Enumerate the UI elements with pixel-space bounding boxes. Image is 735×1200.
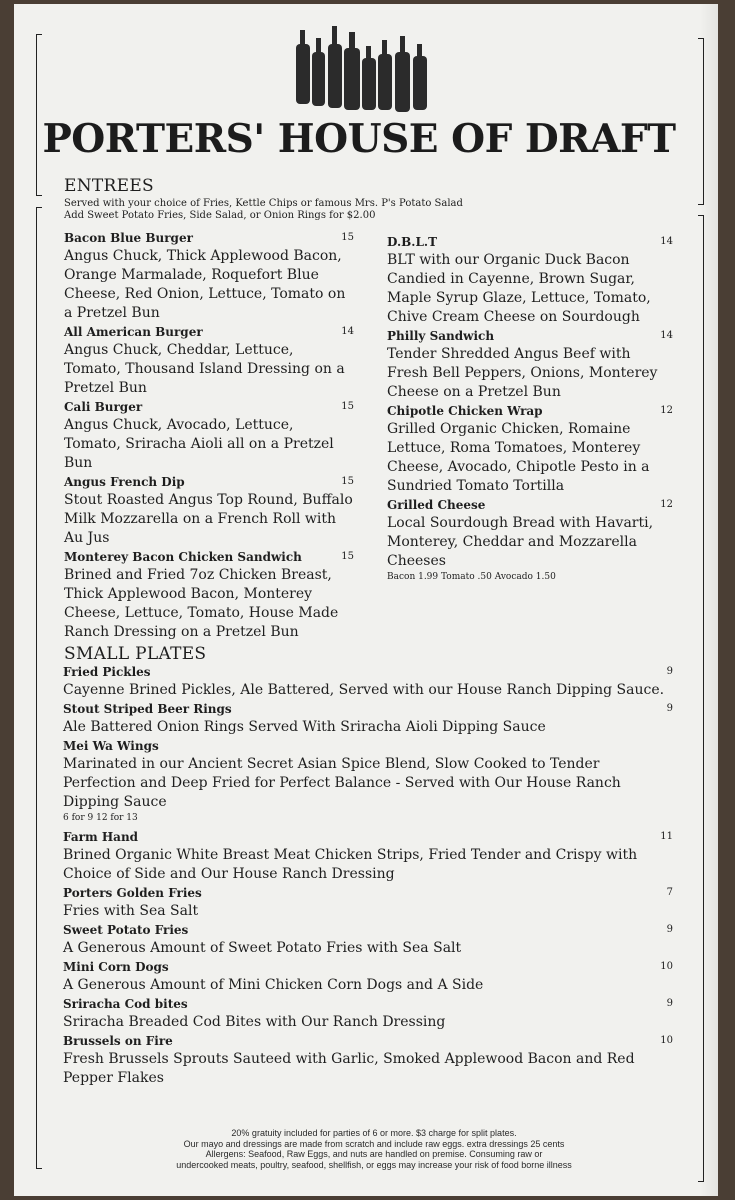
item-price: 12	[660, 405, 673, 416]
menu-item	[63, 884, 673, 921]
menu-item	[63, 921, 673, 958]
item-price: 9	[666, 998, 673, 1009]
menu-item	[387, 402, 673, 496]
item-name: Grilled Cheese	[387, 498, 486, 512]
left-bracket-top	[36, 34, 42, 196]
footer-line: Our mayo and dressings are made from scratch and include raw eggs. extra dressings 25 cents	[183, 1138, 565, 1149]
item-description: Brined Organic White Breast Meat Chicken Strips, Fried Tender and Crispy with Choice of Side and Our House Ranch Dressing	[63, 847, 638, 882]
menu-item	[64, 398, 354, 473]
entrees-intro-line: Served with your choice of Fries, Kettle Chips or famous Mrs. P's Potato Salad	[64, 198, 463, 209]
item-description: Angus Chuck, Thick Applewood Bacon, Orange Marmalade, Roquefort Blue Cheese, Red Onion, Lettuce, Tomato on a Pretzel Bun	[64, 248, 346, 321]
item-price: 10	[660, 1035, 673, 1046]
left-bracket-main	[36, 207, 42, 1169]
restaurant-title: PORTERS' HOUSE OF DRAFT	[42, 116, 676, 162]
menu-item	[63, 995, 673, 1032]
footer-line: 20% gratuity included for parties of 6 or more. $3 charge for split plates.	[231, 1128, 517, 1138]
item-price: 15	[341, 551, 354, 562]
item-name: Chipotle Chicken Wrap	[387, 404, 543, 418]
footer-line: undercooked meats, poultry, seafood, shellfish, or eggs may increase your risk of food borne illness	[176, 1159, 572, 1170]
item-description: Marinated in our Ancient Secret Asian Spice Blend, Slow Cooked to Tender Perfection and Deep Fried for Perfect Balance - Served with Our House Ranch Dipping Sauce	[63, 756, 621, 810]
item-name: Bacon Blue Burger	[64, 231, 193, 245]
item-name: All American Burger	[64, 325, 203, 339]
item-price: 9	[666, 924, 673, 935]
item-description: Stout Roasted Angus Top Round, Buffalo Milk Mozzarella on a French Roll with Au Jus	[64, 492, 353, 546]
item-price: 11	[660, 831, 673, 842]
item-note: 6 for 9 12 for 13	[63, 813, 138, 823]
item-price: 14	[660, 330, 673, 341]
menu-item	[63, 828, 673, 884]
item-name: Mini Corn Dogs	[63, 960, 169, 974]
item-price: 14	[660, 236, 673, 247]
menu-page	[14, 4, 718, 1196]
item-description: Angus Chuck, Cheddar, Lettuce, Tomato, Thousand Island Dressing on a Pretzel Bun	[64, 342, 345, 396]
item-name: Monterey Bacon Chicken Sandwich	[64, 550, 302, 564]
menu-item	[387, 496, 673, 583]
menu-item	[64, 548, 354, 642]
item-description: A Generous Amount of Mini Chicken Corn Dogs and A Side	[63, 977, 484, 993]
entrees-intro-line: Add Sweet Potato Fries, Side Salad, or Onion Rings for $2.00	[64, 210, 376, 221]
footer-line: Allergens: Seafood, Raw Eggs, and nuts are handled on premise. Consuming raw or	[205, 1149, 543, 1159]
menu-item	[63, 663, 673, 700]
item-description: Grilled Organic Chicken, Romaine Lettuce, Roma Tomatoes, Monterey Cheese, Avocado, Chipotle Pesto in a Sundried Tomato Tortilla	[387, 421, 650, 494]
beer-bottles-logo	[294, 26, 434, 116]
small-plates-list	[63, 663, 673, 1088]
item-price: 9	[666, 703, 673, 714]
item-name: Brussels on Fire	[63, 1034, 173, 1048]
item-description: Cayenne Brined Pickles, Ale Battered, Served with our House Ranch Dipping Sauce.	[63, 682, 665, 698]
item-name: D.B.L.T	[387, 235, 438, 249]
small-plates-heading: SMALL PLATES	[64, 644, 207, 664]
item-name: Cali Burger	[64, 400, 143, 414]
item-price: 7	[666, 887, 673, 898]
item-description: Tender Shredded Angus Beef with Fresh Bell Peppers, Onions, Monterey Cheese on a Pretzel Bun	[387, 346, 658, 400]
item-note: Bacon 1.99 Tomato .50 Avocado 1.50	[387, 572, 556, 582]
item-name: Sweet Potato Fries	[63, 923, 189, 937]
item-description: Brined and Fried 7oz Chicken Breast, Thick Applewood Bacon, Monterey Cheese, Lettuce, Tomato, House Made Ranch Dressing on a Pretzel Bun	[64, 567, 339, 640]
item-name: Mei Wa Wings	[63, 739, 159, 753]
entrees-heading: ENTREES	[64, 176, 154, 196]
item-description: Ale Battered Onion Rings Served With Sriracha Aioli Dipping Sauce	[63, 719, 546, 735]
item-name: Farm Hand	[63, 830, 139, 844]
entrees-intro	[64, 198, 463, 222]
item-description: Angus Chuck, Avocado, Lettuce, Tomato, Sriracha Aioli all on a Pretzel Bun	[64, 417, 334, 471]
item-price: 10	[660, 961, 673, 972]
item-name: Stout Striped Beer Rings	[63, 702, 232, 716]
item-name: Porters Golden Fries	[63, 886, 202, 900]
item-description: A Generous Amount of Sweet Potato Fries with Sea Salt	[63, 940, 462, 956]
menu-item	[387, 233, 673, 327]
item-description: Fresh Brussels Sprouts Sauteed with Garlic, Smoked Applewood Bacon and Red Pepper Flakes	[63, 1051, 635, 1086]
menu-item	[387, 327, 673, 402]
menu-item	[63, 1032, 673, 1088]
item-name: Sriracha Cod bites	[63, 997, 188, 1011]
menu-item	[63, 737, 673, 824]
entrees-left-column	[64, 229, 354, 642]
entrees-right-column	[387, 233, 673, 583]
menu-item	[63, 700, 673, 737]
item-price: 14	[341, 326, 354, 337]
item-name: Fried Pickles	[63, 665, 151, 679]
menu-item	[64, 473, 354, 548]
menu-item	[64, 323, 354, 398]
item-description: BLT with our Organic Duck Bacon Candied in Cayenne, Brown Sugar, Maple Syrup Glaze, Lettuce, Tomato, Chive Cream Cheese on Sourdough	[387, 252, 651, 325]
right-bracket-main	[698, 215, 704, 1182]
menu-item	[63, 958, 673, 995]
item-price: 12	[660, 499, 673, 510]
item-name: Angus French Dip	[64, 475, 185, 489]
menu-footer	[104, 1128, 644, 1170]
item-name: Philly Sandwich	[387, 329, 495, 343]
item-description: Local Sourdough Bread with Havarti, Monterey, Cheddar and Mozzarella Cheeses	[387, 515, 654, 569]
item-description: Sriracha Breaded Cod Bites with Our Ranch Dressing	[63, 1014, 446, 1030]
item-price: 15	[341, 401, 354, 412]
item-price: 15	[341, 232, 354, 243]
item-price: 9	[666, 666, 673, 677]
item-price: 15	[341, 476, 354, 487]
item-description: Fries with Sea Salt	[63, 903, 199, 919]
menu-item	[64, 229, 354, 323]
